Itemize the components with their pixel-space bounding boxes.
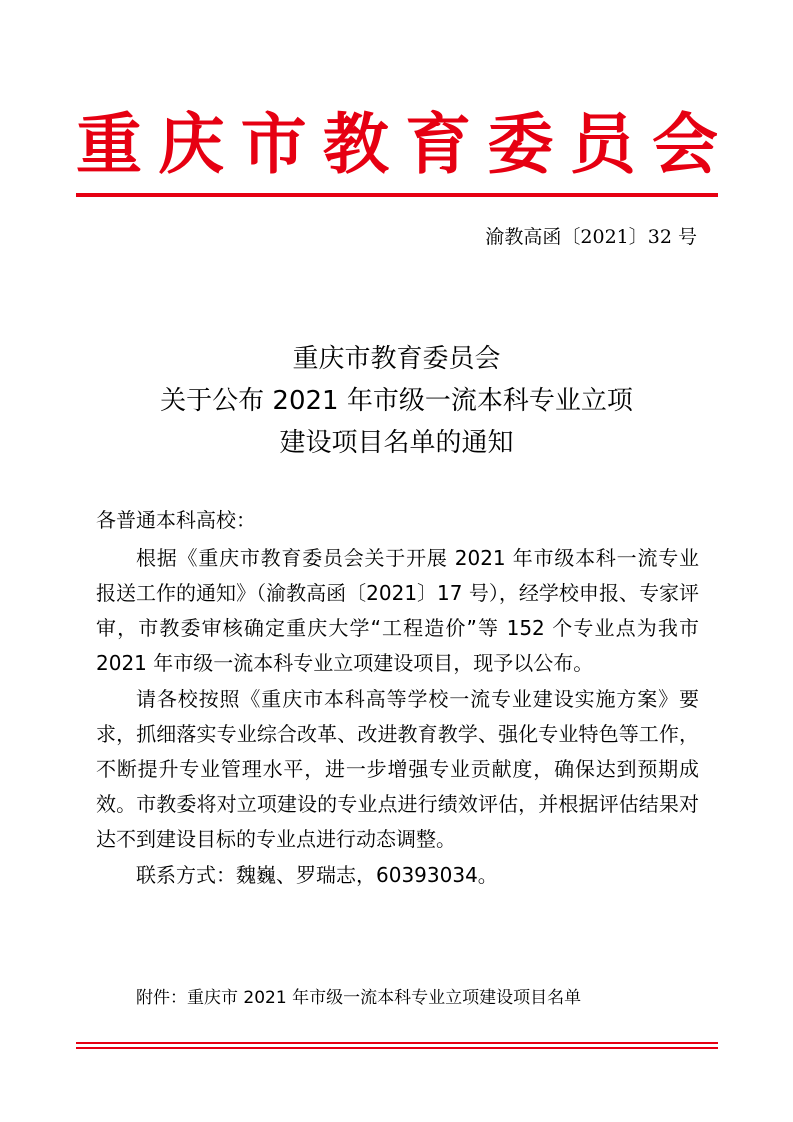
masthead-title [76,106,718,182]
document-number: 渝教高函〔2021〕32 号 [485,226,697,248]
masthead-char: 育 [405,105,472,183]
salutation: 各普通本科高校： [96,508,256,532]
masthead-char: 市 [240,105,307,183]
masthead-char: 员 [569,105,636,183]
paragraph: 请各校按照《重庆市本科高等学校一流专业建设实施方案》要求，抓细落实专业综合改革、改进教育教学、强化专业特色等工作，不断提升专业管理水平，进一步增强专业贡献度，确保达到预期成效。市教委将对立项建设的专业点进行绩效评估，并根据评估结果对达不到建设目标的专业点进行动态调整。 [96,687,699,851]
paragraph: 根据《重庆市教育委员会关于开展 2021 年市级本科一流专业报送工作的通知》（渝教高函〔2021〕17 号），经学校申报、专家评审，市教委审核确定重庆大学“工程造价”等 152 个专业点为我市 2021 年市级一流本科专业立项建设项目，现予以公布。 [96,546,699,675]
masthead-char: 重 [76,105,142,183]
footer-divider [76,1047,718,1049]
title-line: 关于公布 2021 年市级一流本科专业立项 [160,386,633,416]
title-line: 重庆市教育委员会 [292,344,501,374]
title-line: 建设项目名单的通知 [279,428,514,458]
masthead-char: 教 [322,105,389,183]
footer-divider [76,1042,718,1044]
masthead-char: 会 [651,105,718,183]
masthead-char: 委 [487,105,554,183]
masthead-divider [76,193,718,197]
document-body [96,541,699,893]
attachment-note: 附件：重庆市 2021 年市级一流本科专业立项建设项目名单 [136,988,582,1008]
contact-paragraph: 联系方式：魏巍、罗瑞志，60393034。 [136,863,498,887]
document-title [0,338,793,464]
masthead-char: 庆 [158,105,225,183]
